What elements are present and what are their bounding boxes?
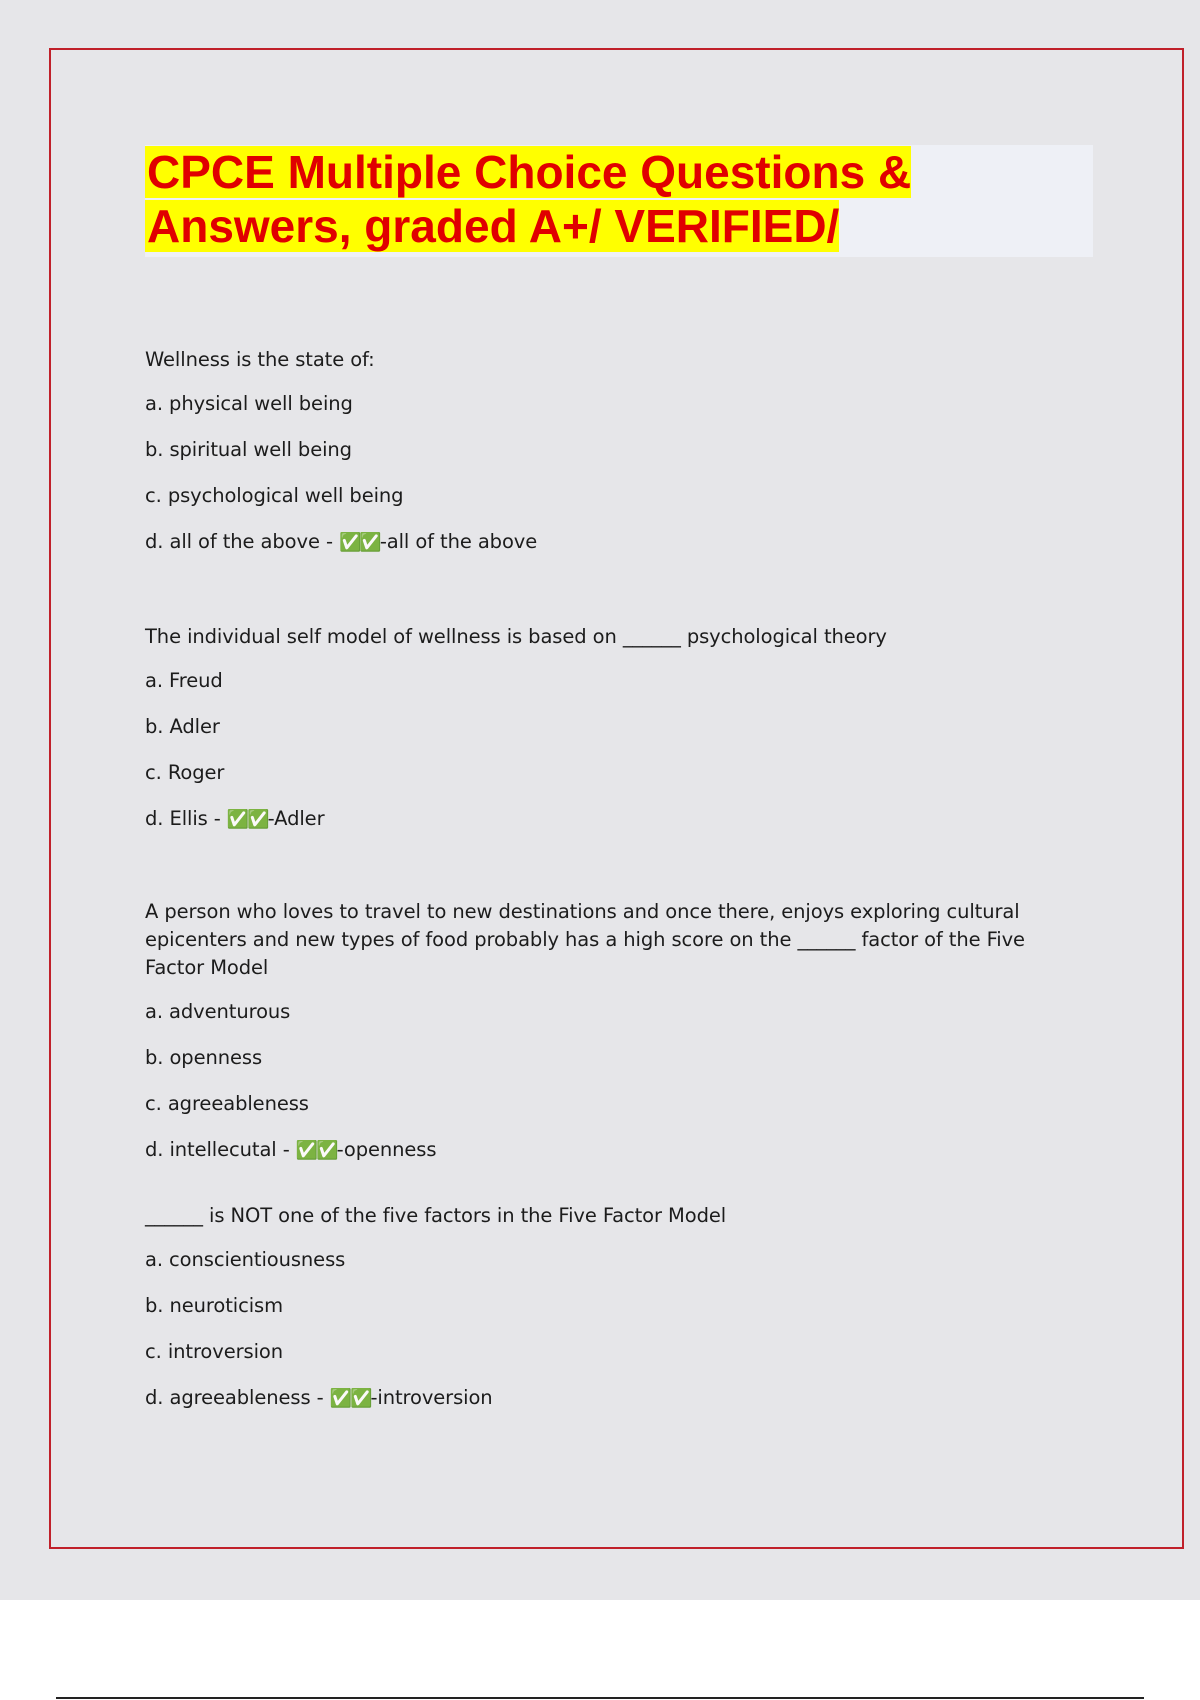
question-text: The individual self model of wellness is based on ______ psychological theory [145,625,887,648]
double-check-icon: ✅✅ [226,809,268,830]
question-block [145,346,1085,556]
option-c: c. agreeableness [145,1092,309,1115]
option-a: a. adventurous [145,1000,291,1023]
answer-text: -all of the above [379,530,538,553]
option-a: a. Freud [145,669,223,692]
option-c: c. psychological well being [145,484,404,507]
footer-divider [56,1697,1144,1699]
option-d: d. Ellis - [145,807,227,830]
question-text: Wellness is the state of: [145,348,375,371]
question-text: A person who loves to travel to new destinations and once there, enjoys exploring cultural epicenters and new types of food probably has a high score on the ______ factor of the Five Factor Model [145,900,1025,979]
option-d-with-answer [145,1136,1085,1164]
option-d: d. intellecutal - [145,1138,296,1161]
title-block [145,145,1093,257]
question-text: ______ is NOT one of the five factors in the Five Factor Model [145,1204,727,1227]
answer-text: -Adler [267,807,325,830]
option-d: d. all of the above - [145,530,339,553]
document-title [145,145,1093,253]
option-a: a. physical well being [145,392,353,415]
option-a: a. conscientiousness [145,1248,346,1271]
option-d-with-answer [145,1384,1085,1412]
double-check-icon: ✅✅ [329,1388,371,1409]
answer-text: -openness [336,1138,437,1161]
option-b: b. neuroticism [145,1294,283,1317]
option-d-with-answer [145,528,1085,556]
option-c: c. Roger [145,761,225,784]
question-block [145,898,1085,1164]
option-d-with-answer [145,805,1085,833]
option-c: c. introversion [145,1340,283,1363]
option-b: b. Adler [145,715,220,738]
answer-text: -introversion [370,1386,493,1409]
option-b: b. spiritual well being [145,438,352,461]
option-d: d. agreeableness - [145,1386,330,1409]
double-check-icon: ✅✅ [338,532,380,553]
title-line-2: Answers, graded A+/ VERIFIED/ [147,200,840,252]
question-block [145,1202,1085,1412]
title-line-1: CPCE Multiple Choice Questions & [147,146,912,198]
question-block [145,623,1085,833]
option-b: b. openness [145,1046,263,1069]
double-check-icon: ✅✅ [295,1140,337,1161]
